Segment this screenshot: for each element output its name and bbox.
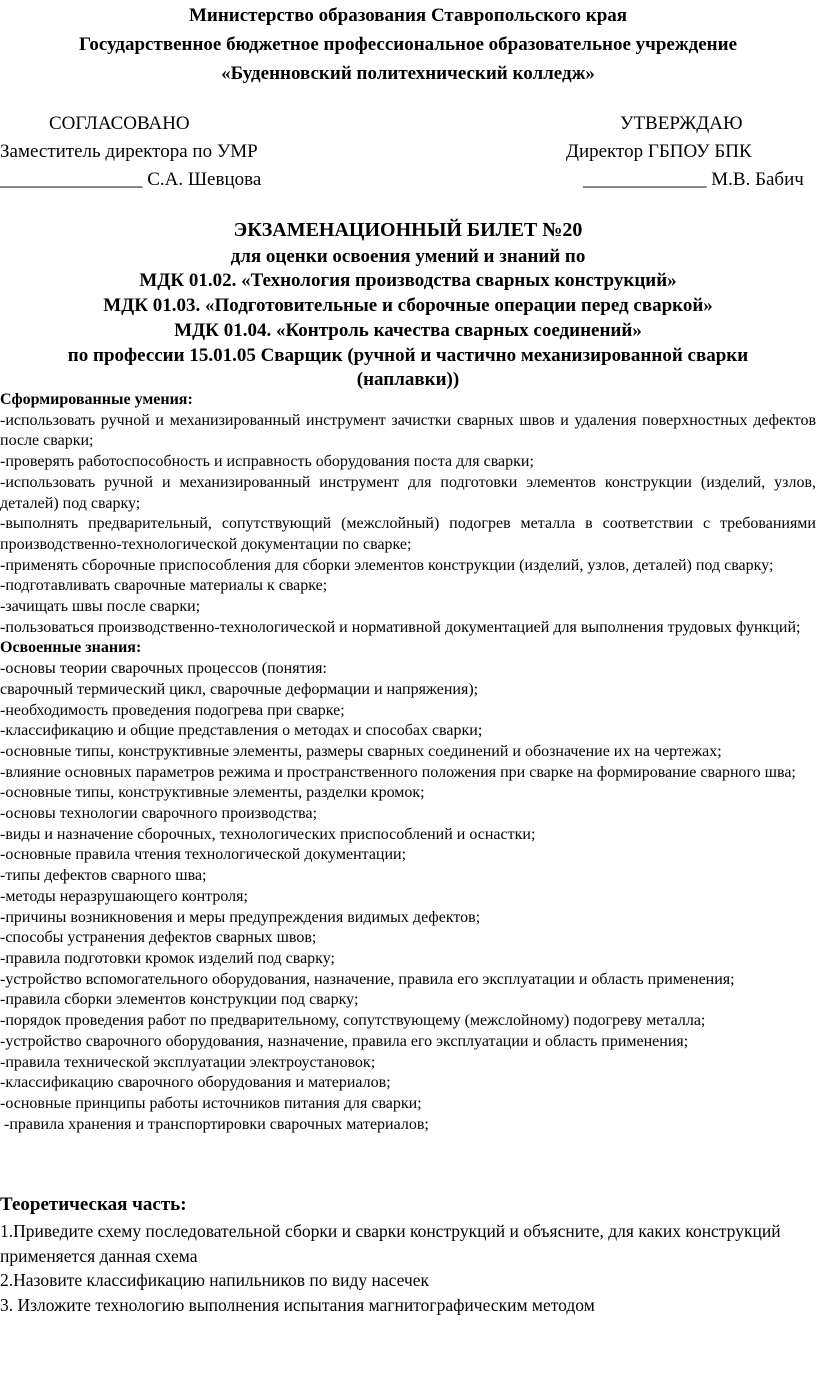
knowledge-item: -причины возникновения и меры предупреждения видимых дефектов; [0,908,481,926]
knowledge-item: -классификацию сварочного оборудования и материалов; [0,1074,391,1092]
director-role: Директор ГБПОУ БПК [566,141,752,162]
ticket-subtitle-2: МДК 01.02. «Технология производства сварных конструкций» [139,270,677,291]
skill-item: -использовать ручной и механизированный инструмент для подготовки элементов конструкции (изделий, узлов, деталей) под сварку; [0,473,816,512]
theory-heading: Теоретическая часть: [0,1194,187,1215]
knowledge-item: -необходимость проведения подогрева при сварке; [0,701,345,719]
skill-item: -использовать ручной и механизированный инструмент зачистки сварных швов и удаления поверхностных дефектов после сварки; [0,411,816,450]
knowledge-item: сварочный термический цикл, сварочные деформации и напряжения); [0,680,479,698]
ticket-subtitle-5: по профессии 15.01.05 Сварщик (ручной и частично механизированной сварки [67,345,749,366]
knowledge-item: -виды и назначение сборочных, технологических приспособлений и оснастки; [0,825,536,843]
deputy-signature-line: _______________ С.А. Шевцова [0,169,262,190]
deputy-director-role: Заместитель директора по УМР [0,141,258,162]
ticket-subtitle-6: (наплавки)) [356,369,460,390]
knowledge-item: -правила технической эксплуатации электроустановок; [0,1053,376,1071]
ticket-subtitle-4: МДК 01.04. «Контроль качества сварных соединений» [174,320,642,341]
skill-item: -применять сборочные приспособления для сборки элементов конструкции (изделий, узлов, деталей) под сварку; [0,556,774,574]
knowledge-item: -правила сборки элементов конструкции под сварку; [0,991,359,1009]
theory-section [0,1193,816,1317]
director-signature-line: _____________ М.В. Бабич [583,169,804,190]
knowledge-item: -основы технологии сварочного производства; [0,805,318,823]
knowledge-item: -классификацию и общие представления о методах и способах сварки; [0,722,483,740]
institution-line: Государственное бюджетное профессиональное образовательное учреждение [78,34,738,55]
competencies-section [0,390,816,1135]
approved-label: УТВЕРЖДАЮ [620,113,743,134]
knowledge-item: -устройство вспомогательного оборудования, назначение, правила его эксплуатации и область применения; [0,970,735,988]
knowledge-item: -устройство сварочного оборудования, назначение, правила его эксплуатации и область применения; [0,1032,689,1050]
college-line: «Буденновский политехнический колледж» [221,63,595,84]
ticket-subtitle-3: МДК 01.03. «Подготовительные и сборочные операции перед сваркой» [103,295,713,316]
knowledge-item: -правила подготовки кромок изделий под сварку; [0,949,335,967]
skill-item: -подготавливать сварочные материалы к сварке; [0,577,328,595]
ticket-subtitle-1: для оценки освоения умений и знаний по [230,246,586,267]
question-3: 3. Изложите технологию выполнения испытания магнитографическим методом [0,1294,595,1315]
skills-heading: Сформированные умения: [0,391,193,408]
skill-item: -пользоваться производственно-технологической и нормативной документацией для выполнения трудовых функций; [0,618,801,636]
knowledge-item: -основные типы, конструктивные элементы, размеры сварных соединений и обозначение их на чертежах; [0,742,722,760]
skill-item: -выполнять предварительный, сопутствующий (межслойный) подогрев металла в соответствии с требованиями производственно-технологической документации по сварке; [0,515,816,553]
knowledge-item: -методы неразрушающего контроля; [0,887,248,905]
knowledge-item: -правила хранения и транспортировки сварочных материалов; [0,1115,429,1133]
agreed-label: СОГЛАСОВАНО [49,113,190,134]
knowledge-item: -основные правила чтения технологической документации; [0,846,407,864]
knowledge-item: -порядок проведения работ по предварительному, сопутствующему (межслойному) подогреву металла; [0,1012,706,1030]
question-1: 1.Приведите схему последовательной сборки и сварки конструкций и объясните, для каких конструкций применяется данная схема [0,1221,781,1266]
knowledge-item: -основы теории сварочных процессов (понятия: [0,660,327,678]
skill-item: -проверять работоспособность и исправность оборудования поста для сварки; [0,453,534,471]
question-2: 2.Назовите классификацию напильников по виду насечек [0,1270,430,1290]
skill-item: -зачищать швы после сварки; [0,598,201,616]
knowledge-item: -основные типы, конструктивные элементы, разделки кромок; [0,784,425,802]
knowledge-item: -типы дефектов сварного шва; [0,867,207,885]
knowledge-item: -основные принципы работы источников питания для сварки; [0,1094,422,1112]
knowledge-item: -способы устранения дефектов сварных швов; [0,929,317,947]
knowledge-heading: Освоенные знания: [0,639,142,657]
ticket-title: ЭКЗАМЕНАЦИОННЫЙ БИЛЕТ №20 [233,219,583,241]
knowledge-item: -влияние основных параметров режима и пространственного положения при сварке на формирование сварного шва; [0,763,796,781]
ministry-line: Министерство образования Ставропольского края [188,5,628,26]
